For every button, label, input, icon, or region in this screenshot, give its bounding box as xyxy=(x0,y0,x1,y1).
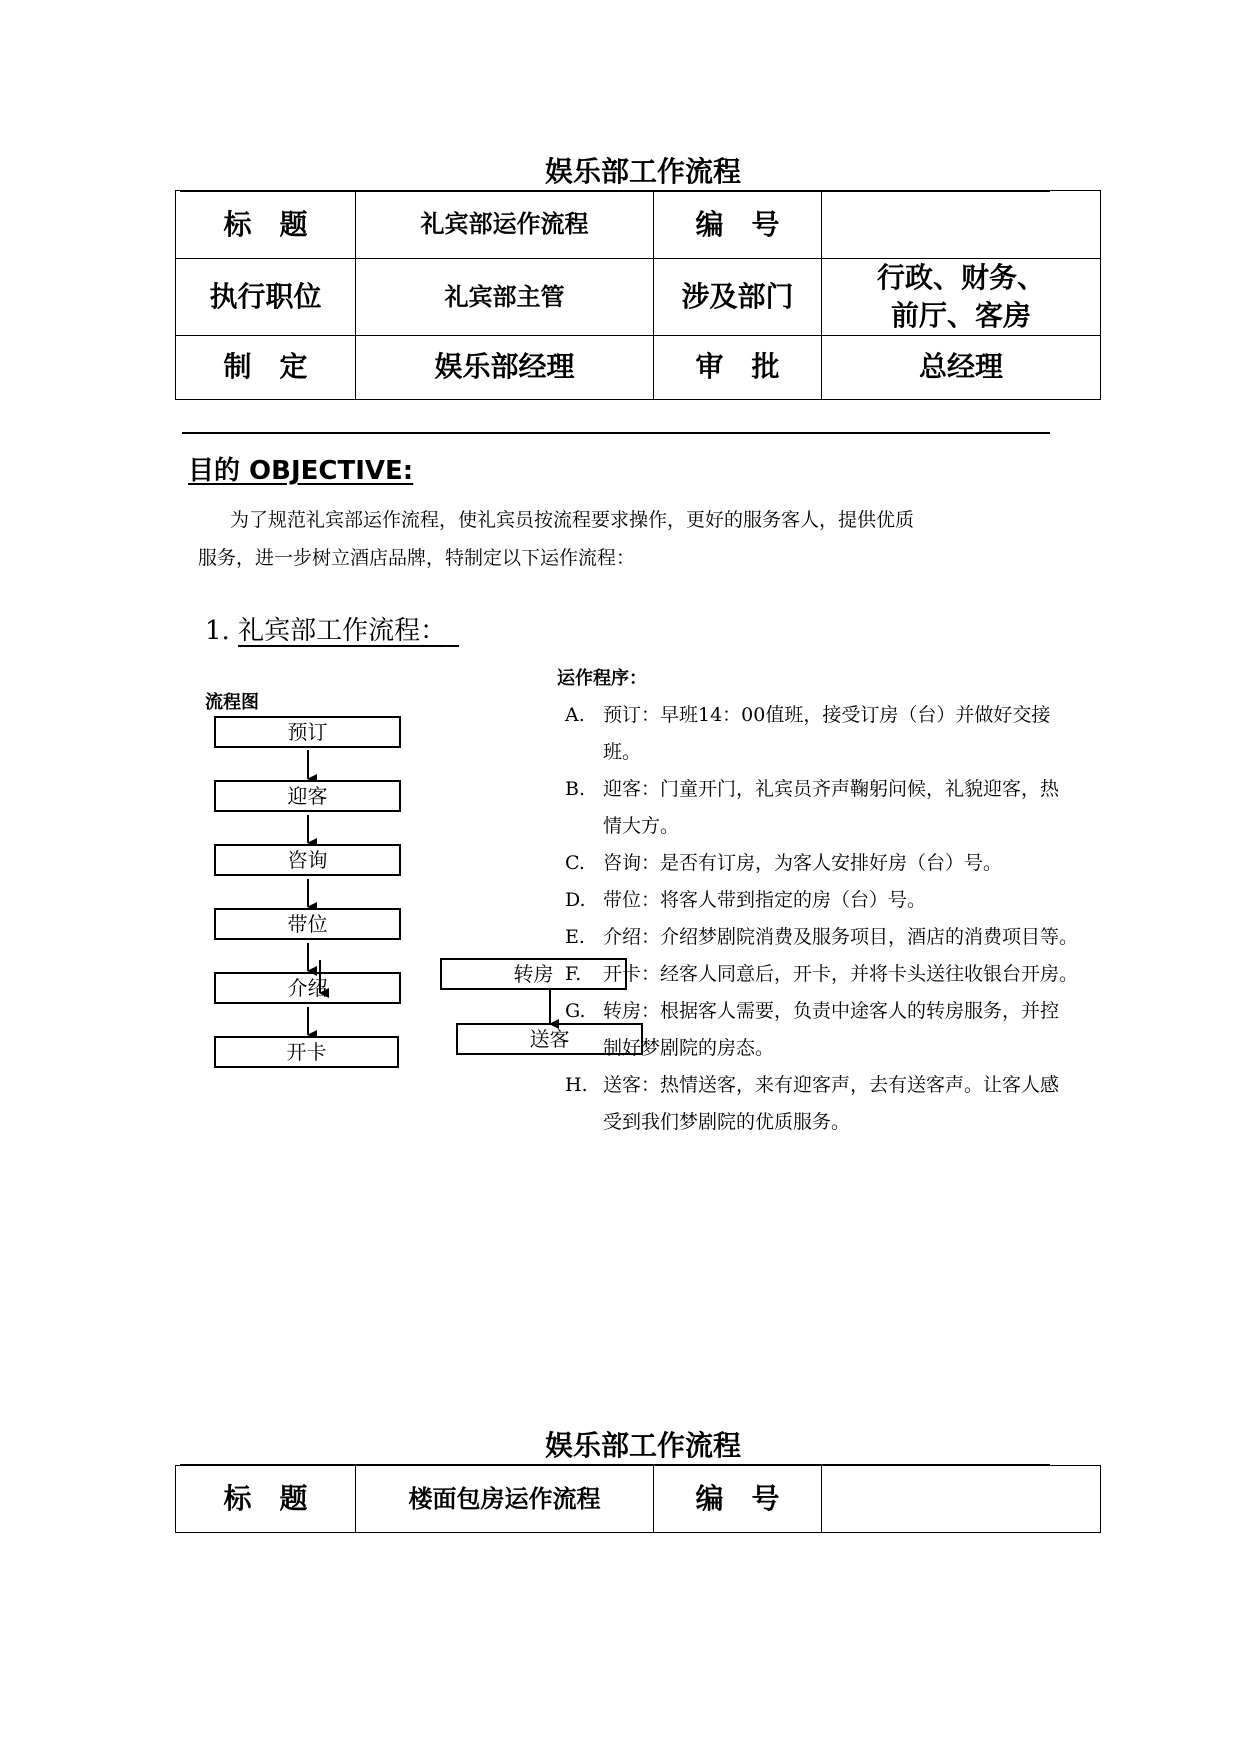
departments-line-1: 行政、财务、 xyxy=(876,261,1045,294)
procedure-letter: E. xyxy=(565,926,585,948)
procedure-letter: D. xyxy=(565,889,586,911)
objective-text-line-2: 服务，进一步树立酒店品牌，特制定以下运作流程： xyxy=(198,547,636,569)
departments-line-2: 前厅、客房 xyxy=(890,298,1031,332)
procedure-text: 送客：热情送客，来有迎客声，去有送客声。让客人感 xyxy=(603,1074,1060,1096)
label-approved-by: 审 批 xyxy=(654,335,822,399)
label-created-by: 制 定 xyxy=(176,335,356,399)
value-title: 礼宾部运作流程 xyxy=(356,191,654,259)
procedure-text: 咨询：是否有订房，为客人安排好房（台）号。 xyxy=(603,852,1003,874)
procedure-text: 带位：将客人带到指定的房（台）号。 xyxy=(603,889,927,911)
procedure-letter: H. xyxy=(565,1074,588,1096)
procedure-item xyxy=(565,1067,1125,1141)
procedure-item xyxy=(565,956,1125,993)
procedure-text: 预订：早班14：00值班，接受订房（台）并做好交接 xyxy=(603,704,1051,726)
procedure-text: 介绍：介绍梦剧院消费及服务项目，酒店的消费项目等。 xyxy=(603,926,1079,948)
procedure-letter: F. xyxy=(565,963,582,985)
value-created-by: 娱乐部经理 xyxy=(356,335,654,399)
procedure-letter: G. xyxy=(565,1000,586,1022)
procedure-text: 开卡：经客人同意后，开卡，并将卡头送往收银台开房。 xyxy=(603,963,1079,985)
procedure-text: 迎客：门童开门，礼宾员齐声鞠躬问候，礼貌迎客，热 xyxy=(603,778,1060,800)
section-number: 1. xyxy=(205,616,230,646)
procedure-item xyxy=(565,771,1125,845)
value-title: 楼面包房运作流程 xyxy=(356,1466,654,1533)
flow-box-farewell: 送客 xyxy=(456,1023,643,1055)
procedure-item xyxy=(565,993,1125,1067)
label-position: 执行职位 xyxy=(176,259,356,336)
procedure-text: 制好梦剧院的房态。 xyxy=(603,1037,775,1059)
value-number xyxy=(822,1466,1101,1533)
value-approved-by: 总经理 xyxy=(822,335,1101,399)
document-title-2: 娱乐部工作流程 xyxy=(544,1429,741,1462)
procedure-item xyxy=(565,882,1125,919)
procedure-letter: B. xyxy=(565,778,586,800)
label-departments: 涉及部门 xyxy=(654,259,822,336)
objective-text-line-1: 为了规范礼宾部运作流程，使礼宾员按流程要求操作，更好的服务客人，提供优质 xyxy=(230,509,915,531)
procedure-item xyxy=(565,919,1125,956)
procedure-item xyxy=(565,845,1125,882)
header-row-title xyxy=(176,1466,1101,1533)
document-title: 娱乐部工作流程 xyxy=(544,155,741,188)
flow-box-transfer: 转房 xyxy=(440,958,627,990)
procedure-item xyxy=(565,697,1125,771)
procedure-heading: 运作程序： xyxy=(557,668,647,689)
flow-box-open-card: 开卡 xyxy=(214,1036,399,1068)
procedure-letter: C. xyxy=(565,852,585,874)
label-title: 标 题 xyxy=(176,1466,356,1533)
procedure-text: 受到我们梦剧院的优质服务。 xyxy=(603,1111,851,1133)
procedure-text: 情大方。 xyxy=(603,815,680,837)
value-position: 礼宾部主管 xyxy=(356,259,654,336)
label-title: 标 题 xyxy=(176,191,356,259)
flowchart-label: 流程图 xyxy=(205,692,259,713)
flow-box-introduce: 介绍 xyxy=(214,972,401,1004)
label-number: 编 号 xyxy=(654,1466,822,1533)
flow-box-inquire: 咨询 xyxy=(214,844,401,876)
procedure-letter: A. xyxy=(565,704,585,726)
procedure-text: 转房：根据客人需要，负责中途客人的转房服务，并控 xyxy=(603,1000,1060,1022)
flow-box-seat: 带位 xyxy=(214,908,401,940)
section-title: 礼宾部工作流程： xyxy=(238,616,447,646)
flow-box-greet: 迎客 xyxy=(214,780,401,812)
procedure-text: 班。 xyxy=(603,741,642,763)
label-number: 编 号 xyxy=(654,191,822,259)
header-table-2 xyxy=(175,1465,1101,1533)
objective-heading: 目的 OBJECTIVE: xyxy=(188,456,414,486)
flow-box-reserve: 预订 xyxy=(214,716,401,748)
